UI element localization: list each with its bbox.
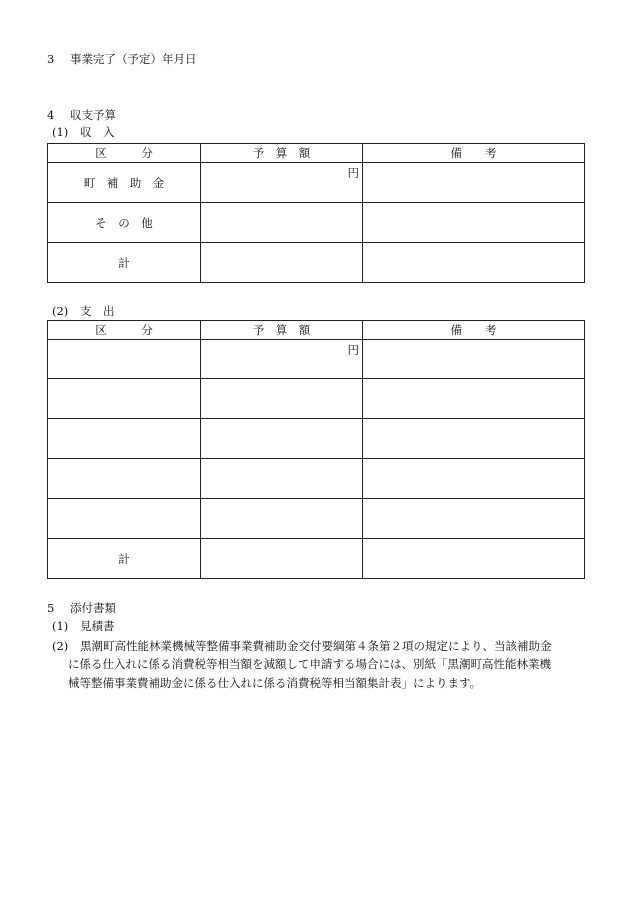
income-remarks-cell[interactable] [363, 163, 585, 203]
income-title: 収 入 [80, 125, 115, 139]
attachment2-line3: 械等整備事業費補助金に係る仕入れに係る消費税等相当額集計表」によります。 [68, 676, 482, 690]
income-row-other [48, 203, 585, 243]
section5-number: 5 [47, 601, 55, 615]
expense-remarks-cell[interactable] [363, 379, 585, 419]
income-amount-cell[interactable] [201, 203, 363, 243]
expense-number: (2) [52, 304, 69, 318]
expense-header-row [48, 321, 585, 340]
expense-amount-cell[interactable] [201, 459, 363, 499]
attachment1-number: (1) [52, 619, 69, 633]
income-number: (1) [52, 125, 69, 139]
expense-label-total: 計 [48, 539, 201, 579]
income-header-remarks: 備 考 [363, 144, 585, 163]
income-table [47, 143, 585, 283]
expense-remarks-cell[interactable] [363, 459, 585, 499]
income-header-category: 区 分 [48, 144, 201, 163]
expense-amount-cell[interactable] [201, 419, 363, 459]
expense-header-remarks: 備 考 [363, 321, 585, 340]
attachment1-text: 見積書 [80, 619, 115, 633]
yen-unit: 円 [347, 166, 359, 180]
expense-category-cell[interactable] [48, 379, 201, 419]
expense-row [48, 499, 585, 539]
expense-remarks-cell[interactable] [363, 340, 585, 379]
yen-unit: 円 [347, 343, 359, 357]
expense-remarks-cell[interactable] [363, 539, 585, 579]
section3-title: 事業完了（予定）年月日 [70, 52, 197, 66]
income-header-budget: 予 算 額 [201, 144, 363, 163]
expense-row [48, 459, 585, 499]
expense-row-total [48, 539, 585, 579]
expense-title: 支 出 [80, 304, 115, 318]
income-row-town-subsidy [48, 163, 585, 203]
expense-amount-cell[interactable] [201, 499, 363, 539]
income-label-other: そ の 他 [48, 203, 201, 243]
income-header-row [48, 144, 585, 163]
attachment2-line2: に係る仕入れに係る消費税等相当額を減額して申請する場合には、別紙「黒潮町高性能林業機 [68, 657, 551, 671]
expense-category-cell[interactable] [48, 499, 201, 539]
expense-header-budget: 予 算 額 [201, 321, 363, 340]
section4-title: 収支予算 [70, 108, 116, 122]
income-amount-cell[interactable] [201, 163, 363, 203]
section3-number: 3 [47, 52, 55, 66]
attachment2-number: (2) [52, 639, 69, 653]
expense-category-cell[interactable] [48, 419, 201, 459]
expense-row [48, 379, 585, 419]
expense-amount-cell[interactable] [201, 539, 363, 579]
income-label-town-subsidy: 町 補 助 金 [48, 163, 201, 203]
section4-number: 4 [47, 108, 55, 122]
expense-header-category: 区 分 [48, 321, 201, 340]
income-label-total: 計 [48, 243, 201, 283]
section5-title: 添付書類 [70, 601, 116, 615]
income-amount-cell[interactable] [201, 243, 363, 283]
expense-remarks-cell[interactable] [363, 419, 585, 459]
expense-category-cell[interactable] [48, 340, 201, 379]
expense-amount-cell[interactable] [201, 340, 363, 379]
income-row-total [48, 243, 585, 283]
income-remarks-cell[interactable] [363, 243, 585, 283]
expense-row [48, 340, 585, 379]
expense-row [48, 419, 585, 459]
income-remarks-cell[interactable] [363, 203, 585, 243]
expense-amount-cell[interactable] [201, 379, 363, 419]
expense-category-cell[interactable] [48, 459, 201, 499]
expense-remarks-cell[interactable] [363, 499, 585, 539]
attachment2-line1: 黒潮町高性能林業機械等整備事業費補助金交付要綱第４条第２項の規定により、当該補助金 [80, 639, 552, 653]
expense-table [47, 320, 585, 579]
